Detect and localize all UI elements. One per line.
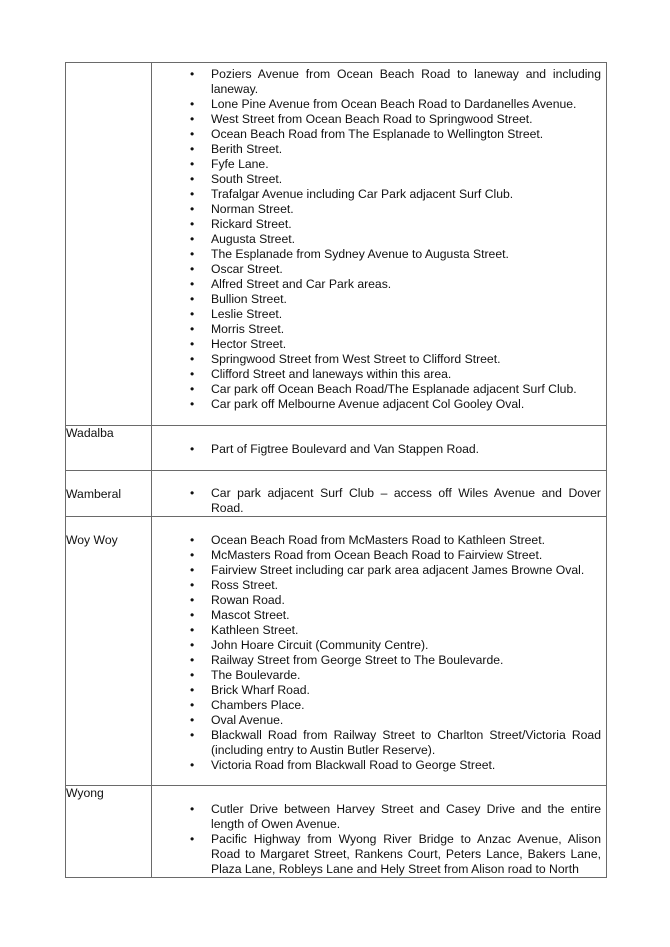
table-row — [66, 471, 607, 517]
street-text: Chambers Place. — [211, 698, 305, 712]
street-text: The Esplanade from Sydney Avenue to Augusta Street. — [211, 247, 509, 261]
bullet-icon: • — [190, 172, 195, 186]
bullet-icon: • — [190, 157, 195, 171]
street-text: Trafalgar Avenue including Car Park adjacent Surf Club. — [211, 187, 514, 201]
list-item — [152, 352, 601, 367]
list-item — [152, 112, 601, 127]
list-item — [152, 548, 601, 563]
bullet-icon: • — [190, 623, 195, 637]
bullet-icon: • — [190, 728, 195, 742]
streets-cell — [152, 786, 607, 878]
street-text: Berith Street. — [211, 142, 283, 156]
list-item — [152, 277, 601, 292]
suburb-cell: Woy Woy — [66, 517, 152, 786]
list-item — [152, 307, 601, 322]
suburb-cell: Wyong — [66, 786, 152, 878]
list-item — [152, 638, 601, 653]
street-text: Ross Street. — [211, 578, 279, 592]
list-item — [152, 367, 601, 382]
street-text: Clifford Street and laneways within this area. — [211, 367, 452, 381]
list-item — [152, 127, 601, 142]
bullet-icon: • — [190, 638, 195, 652]
bullet-icon: • — [190, 578, 195, 592]
list-item — [152, 802, 601, 832]
street-text: Springwood Street from West Street to Clifford Street. — [211, 352, 501, 366]
bullet-icon: • — [190, 653, 195, 667]
street-text: Cutler Drive between Harvey Street and Casey Drive and the entire length of Owen Avenue. — [211, 802, 601, 831]
bullet-icon: • — [190, 382, 195, 396]
bullet-icon: • — [190, 187, 195, 201]
bullet-icon: • — [190, 698, 195, 712]
list-item — [152, 157, 601, 172]
bullet-icon: • — [190, 683, 195, 697]
street-text: Ocean Beach Road from McMasters Road to Kathleen Street. — [211, 533, 545, 547]
street-text: Mascot Street. — [211, 608, 290, 622]
bullet-icon: • — [190, 232, 195, 246]
bullet-icon: • — [190, 802, 195, 816]
locations-table — [65, 62, 607, 878]
street-text: Lone Pine Avenue from Ocean Beach Road to Dardanelles Avenue. — [211, 97, 577, 111]
street-text: Poziers Avenue from Ocean Beach Road to laneway and including laneway. — [211, 67, 601, 96]
list-item — [152, 653, 601, 668]
street-text: Rowan Road. — [211, 593, 285, 607]
bullet-icon: • — [190, 548, 195, 562]
table-row — [66, 426, 607, 471]
list-item — [152, 668, 601, 683]
list-item — [152, 67, 601, 97]
bullet-icon: • — [190, 217, 195, 231]
list-item — [152, 292, 601, 307]
street-text: Car park adjacent Surf Club – access off Wiles Avenue and Dover Road. — [211, 486, 601, 515]
street-text: Oscar Street. — [211, 262, 283, 276]
street-text: The Boulevarde. — [211, 668, 301, 682]
list-item — [152, 713, 601, 728]
street-text: South Street. — [211, 172, 283, 186]
bullet-icon: • — [190, 832, 195, 846]
bullet-icon: • — [190, 533, 195, 547]
list-item — [152, 698, 601, 713]
street-text: Fairview Street including car park area adjacent James Browne Oval. — [211, 563, 585, 577]
bullet-icon: • — [190, 367, 195, 381]
bullet-icon: • — [190, 337, 195, 351]
street-text: Leslie Street. — [211, 307, 283, 321]
street-text: Brick Wharf Road. — [211, 683, 310, 697]
bullet-icon: • — [190, 442, 195, 456]
street-text: McMasters Road from Ocean Beach Road to Fairview Street. — [211, 548, 543, 562]
streets-cell — [152, 63, 607, 426]
bullet-icon: • — [190, 277, 195, 291]
list-item — [152, 142, 601, 157]
bullet-icon: • — [190, 97, 195, 111]
list-item — [152, 758, 601, 773]
list-item — [152, 322, 601, 337]
streets-cell — [152, 517, 607, 786]
list-item — [152, 172, 601, 187]
list-item — [152, 608, 601, 623]
bullet-icon: • — [190, 262, 195, 276]
table-row — [66, 517, 607, 786]
suburb-cell: Wamberal — [66, 471, 152, 517]
list-item — [152, 563, 601, 578]
bullet-icon: • — [190, 713, 195, 727]
street-text: Rickard Street. — [211, 217, 292, 231]
street-text: Morris Street. — [211, 322, 285, 336]
street-text: Ocean Beach Road from The Esplanade to Wellington Street. — [211, 127, 544, 141]
street-text: Victoria Road from Blackwall Road to George Street. — [211, 758, 496, 772]
list-item — [152, 202, 601, 217]
list-item — [152, 683, 601, 698]
street-text: Blackwall Road from Railway Street to Charlton Street/Victoria Road (including entry to Austin Butler Reserve). — [211, 728, 601, 757]
streets-cell — [152, 471, 607, 517]
street-text: Bullion Street. — [211, 292, 287, 306]
bullet-icon: • — [190, 112, 195, 126]
list-item — [152, 728, 601, 758]
list-item — [152, 337, 601, 352]
bullet-icon: • — [190, 668, 195, 682]
suburb-cell: Wadalba — [66, 426, 152, 471]
bullet-icon: • — [190, 247, 195, 261]
bullet-icon: • — [190, 486, 195, 500]
list-item — [152, 247, 601, 262]
street-list — [152, 426, 606, 457]
bullet-icon: • — [190, 292, 195, 306]
suburb-cell — [66, 63, 152, 426]
street-list — [152, 517, 606, 773]
street-text: Norman Street. — [211, 202, 294, 216]
bullet-icon: • — [190, 593, 195, 607]
list-item — [152, 232, 601, 247]
street-text: Augusta Street. — [211, 232, 296, 246]
street-text: Hector Street. — [211, 337, 287, 351]
bullet-icon: • — [190, 67, 195, 81]
list-item — [152, 397, 601, 412]
street-list — [152, 63, 606, 412]
bullet-icon: • — [190, 307, 195, 321]
streets-cell — [152, 426, 607, 471]
bullet-icon: • — [190, 202, 195, 216]
list-item — [152, 217, 601, 232]
bullet-icon: • — [190, 608, 195, 622]
bullet-icon: • — [190, 758, 195, 772]
list-item — [152, 262, 601, 277]
street-text: John Hoare Circuit (Community Centre). — [211, 638, 429, 652]
list-item — [152, 486, 601, 516]
street-text: Alfred Street and Car Park areas. — [211, 277, 392, 291]
bullet-icon: • — [190, 563, 195, 577]
table-row — [66, 63, 607, 426]
list-item — [152, 382, 601, 397]
street-text: Oval Avenue. — [211, 713, 284, 727]
street-text: Car park off Ocean Beach Road/The Esplanade adjacent Surf Club. — [211, 382, 577, 396]
bullet-icon: • — [190, 127, 195, 141]
list-item — [152, 533, 601, 548]
bullet-icon: • — [190, 142, 195, 156]
list-item — [152, 442, 601, 457]
list-item — [152, 593, 601, 608]
street-list — [152, 786, 606, 877]
street-text: Pacific Highway from Wyong River Bridge to Anzac Avenue, Alison Road to Margaret Street, Rankens Court, Peters Lance, Bakers Lane, Plaza Lane, Robleys Lane and Hely Street from Alison road to North — [211, 832, 601, 876]
street-text: Car park off Melbourne Avenue adjacent Col Gooley Oval. — [211, 397, 525, 411]
list-item — [152, 187, 601, 202]
street-text: West Street from Ocean Beach Road to Springwood Street. — [211, 112, 533, 126]
street-text: Part of Figtree Boulevard and Van Stappen Road. — [211, 442, 480, 456]
street-text: Fyfe Lane. — [211, 157, 269, 171]
bullet-icon: • — [190, 352, 195, 366]
bullet-icon: • — [190, 322, 195, 336]
list-item — [152, 623, 601, 638]
list-item — [152, 97, 601, 112]
bullet-icon: • — [190, 397, 195, 411]
street-text: Railway Street from George Street to The Boulevarde. — [211, 653, 504, 667]
list-item — [152, 832, 601, 877]
street-text: Kathleen Street. — [211, 623, 299, 637]
street-list — [152, 471, 606, 516]
table-row — [66, 786, 607, 878]
list-item — [152, 578, 601, 593]
